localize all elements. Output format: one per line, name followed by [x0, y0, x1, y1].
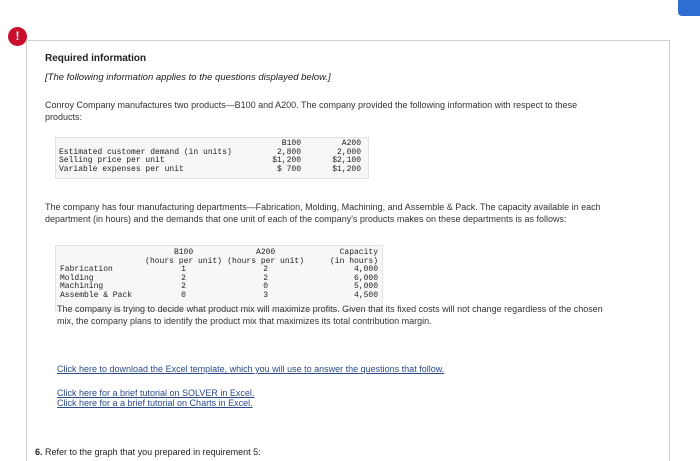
- cell-a200: 2,000: [336, 147, 361, 157]
- download-template-link[interactable]: Click here to download the Excel template, which you will use to answer the questions that follow.: [57, 364, 445, 374]
- cell-a200: 2: [263, 273, 269, 283]
- cell-a200: $2,100: [332, 156, 361, 165]
- row-label: Machining: [60, 282, 104, 291]
- table-row: [59, 166, 361, 175]
- product-table-box: [55, 137, 369, 179]
- question-text: Refer to the graph that you prepared in requirement 5:: [45, 447, 261, 457]
- cell-b100: $1,200: [272, 156, 301, 165]
- column-header-capacity: Capacity: [339, 248, 378, 257]
- cell-b100: 1: [181, 265, 186, 274]
- cell-b100: 0: [181, 290, 186, 300]
- row-label: Assemble & Pack: [60, 290, 133, 300]
- departments-paragraph: The company has four manufacturing departments—Fabrication, Molding, Machining, and Assemble & Pack. The capacity available in each department (in hours) and the demands that one unit of each of the company's products makes on these departments is as follows:: [45, 202, 601, 224]
- cell-capacity: 6,000: [353, 273, 378, 283]
- question-6: [35, 447, 261, 457]
- column-header-a200: A200: [256, 248, 276, 257]
- cell-a200: 0: [263, 282, 269, 291]
- column-subheader-b100: (hours per unit): [145, 256, 222, 266]
- cell-b100: 2: [181, 273, 186, 283]
- column-subheader-capacity: (in hours): [329, 256, 378, 266]
- product-table: [59, 140, 361, 174]
- row-label: Estimated customer demand (in units): [59, 147, 232, 157]
- panel-subtitle: [The following information applies to the questions displayed below.]: [45, 72, 331, 83]
- column-header-b100: B100: [173, 248, 194, 257]
- row-label: Fabrication: [60, 265, 113, 274]
- cell-b100: $ 700: [276, 164, 301, 174]
- solver-tutorial-link[interactable]: Click here for a brief tutorial on SOLVER in Excel.: [57, 388, 255, 398]
- department-table-box: [55, 245, 383, 311]
- goal-paragraph: The company is trying to decide what product mix will maximize profits. Given that its fixed costs will not change regardless of the chosen mix, the company plans to identify the product mix that maximizes its total contribution margin.: [57, 304, 603, 326]
- intro-paragraph: Conroy Company manufactures two products—B100 and A200. The company provided the following information with respect to these products:: [45, 100, 578, 122]
- cell-a200: $1,200: [332, 164, 361, 174]
- column-subheader-a200: (hours per unit): [227, 256, 305, 266]
- cell-capacity: 4,500: [353, 290, 378, 300]
- cell-b100: 2,800: [276, 147, 301, 157]
- row-label: Selling price per unit: [59, 156, 165, 165]
- column-header-a200: A200: [341, 139, 361, 148]
- alert-icon: !: [8, 27, 27, 46]
- table-row: [60, 275, 382, 284]
- row-label: Molding: [60, 273, 94, 283]
- cell-capacity: 5,000: [353, 282, 378, 291]
- charts-tutorial-link[interactable]: Click here for a a brief tutorial on Charts in Excel.: [57, 398, 253, 408]
- cell-b100: 2: [181, 282, 186, 291]
- table-row: [60, 266, 382, 275]
- panel-title: Required information: [45, 53, 147, 64]
- corner-badge[interactable]: [678, 0, 700, 16]
- question-number: 6.: [35, 447, 43, 457]
- department-table: [60, 249, 382, 300]
- table-row: [60, 292, 382, 301]
- column-header-b100: B100: [281, 139, 301, 148]
- row-label: Variable expenses per unit: [59, 164, 184, 174]
- required-information-panel: [26, 40, 670, 461]
- cell-a200: 2: [263, 265, 269, 274]
- cell-a200: 3: [263, 290, 269, 300]
- cell-capacity: 4,000: [353, 265, 378, 274]
